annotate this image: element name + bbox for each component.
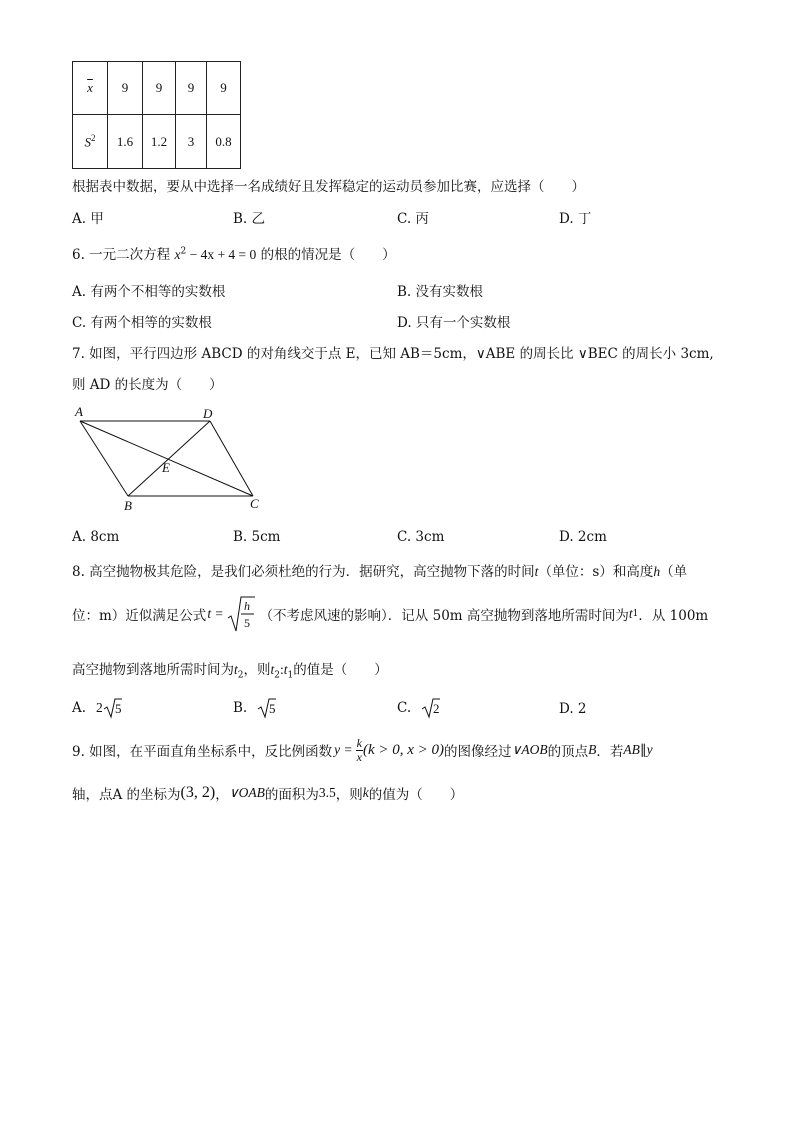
q7-stem-line1: 7. 如图，平行四边形 ABCD 的对角线交于点 E，已知 AB＝5cm，∨ABE 的周长比 ∨BEC 的周长小 3cm, [72,346,714,362]
q9-stem-line1: 9. 如图，在平面直角坐标系中，反比例函数 y = $\frac{k}{x}$ (k > 0, x > 0) 的图像经过 ∨AOB 的顶点 B ．若 AB ∥ y [72,735,653,764]
q7-stem-line2: 则 AD 的长度为（ ） [72,377,223,393]
variance-table [72,61,241,169]
table-row-mean [73,62,241,115]
q5-option-c: C. 丙 [397,211,429,227]
q5-stem: 根据表中数据，要从中选择一名成绩好且发挥稳定的运动员参加比赛，应选择（ ） [72,179,585,195]
svg-text:5: 5 [243,616,250,630]
parallelogram-figure [70,402,270,514]
mean-label-cell: $\overline{x}$ [73,62,108,115]
q7-option-c: C. 3cm [397,529,445,545]
label-a: A [75,404,83,419]
table-row-variance [73,115,241,169]
sqrt-formula [226,594,256,634]
diagonal-ac [80,421,253,496]
svg-text:5: 5 [114,701,122,716]
q7-option-d: D. 2cm [559,529,607,545]
svg-text:2: 2 [433,701,440,716]
edge-dc [210,421,253,496]
svg-text:h: h [243,599,250,613]
q7-option-b: B. 5cm [233,529,281,545]
q8-option-b: B. 5 [233,697,279,719]
table-cell: 9 [143,62,176,115]
table-cell: 3 [176,115,207,169]
label-b: B [124,498,132,513]
table-cell: 0.8 [207,115,241,169]
q9-stem-line2: 轴，点A 的坐标为 (3, 2) ， ∨OAB 的面积为 3.5 ，则 k 的值为（ ） [72,784,464,803]
q8-stem-line1: 8. 高空抛物极其危险，是我们必须杜绝的行为．据研究，高空抛物下落的时间t（单位：s）和高度h（单 [72,564,688,580]
svg-text:5: 5 [269,701,276,716]
table-cell: 1.6 [108,115,143,169]
q6-option-d: D. 只有一个实数根 [397,315,511,331]
diagonal-bd [128,421,210,496]
q6-option-a: A. 有两个不相等的实数根 [72,284,226,300]
q8-stem-line3: 高空抛物到落地所需时间为$t_2$，则$t_2:t_1$的值是（ ） [72,662,388,681]
edge-ab [80,421,128,496]
variance-label-cell: $S^2$ [73,115,108,169]
sqrt-icon [103,697,123,719]
q5-option-d: D. 丁 [559,211,592,227]
q5-option-a: A. 甲 [72,211,104,227]
label-e: E [162,460,170,475]
q8-option-d: D. 2 [559,701,587,717]
table-cell: 1.2 [143,115,176,169]
fraction-k-over-x: $\frac{k}{x}$ [356,735,362,764]
sqrt-icon [257,697,279,719]
table-cell: 9 [176,62,207,115]
q5-option-b: B. 乙 [233,211,266,227]
table-cell: 9 [207,62,241,115]
q7-option-a: A. 8cm [72,529,120,545]
q8-option-a: A. 2 5 [72,697,123,719]
table-cell: 9 [108,62,143,115]
q6-stem: 6. 一元二次方程 $x^2 - 4x + 4 = 0$ 的根的情况是（ ） [72,246,396,263]
label-d: D [203,406,213,421]
q8-option-c: C. 2 [397,697,443,719]
sqrt-icon [421,697,443,719]
q8-stem-line2: 位：m）近似满足公式 t = h 5 （不考虑风速的影响）．记从 50m 高空抛物到落地所需时间为 t 1 ．从 100m [72,594,708,634]
q6-option-c: C. 有两个相等的实数根 [72,315,212,331]
q6-option-b: B. 没有实数根 [397,284,484,300]
label-c: C [250,496,259,511]
